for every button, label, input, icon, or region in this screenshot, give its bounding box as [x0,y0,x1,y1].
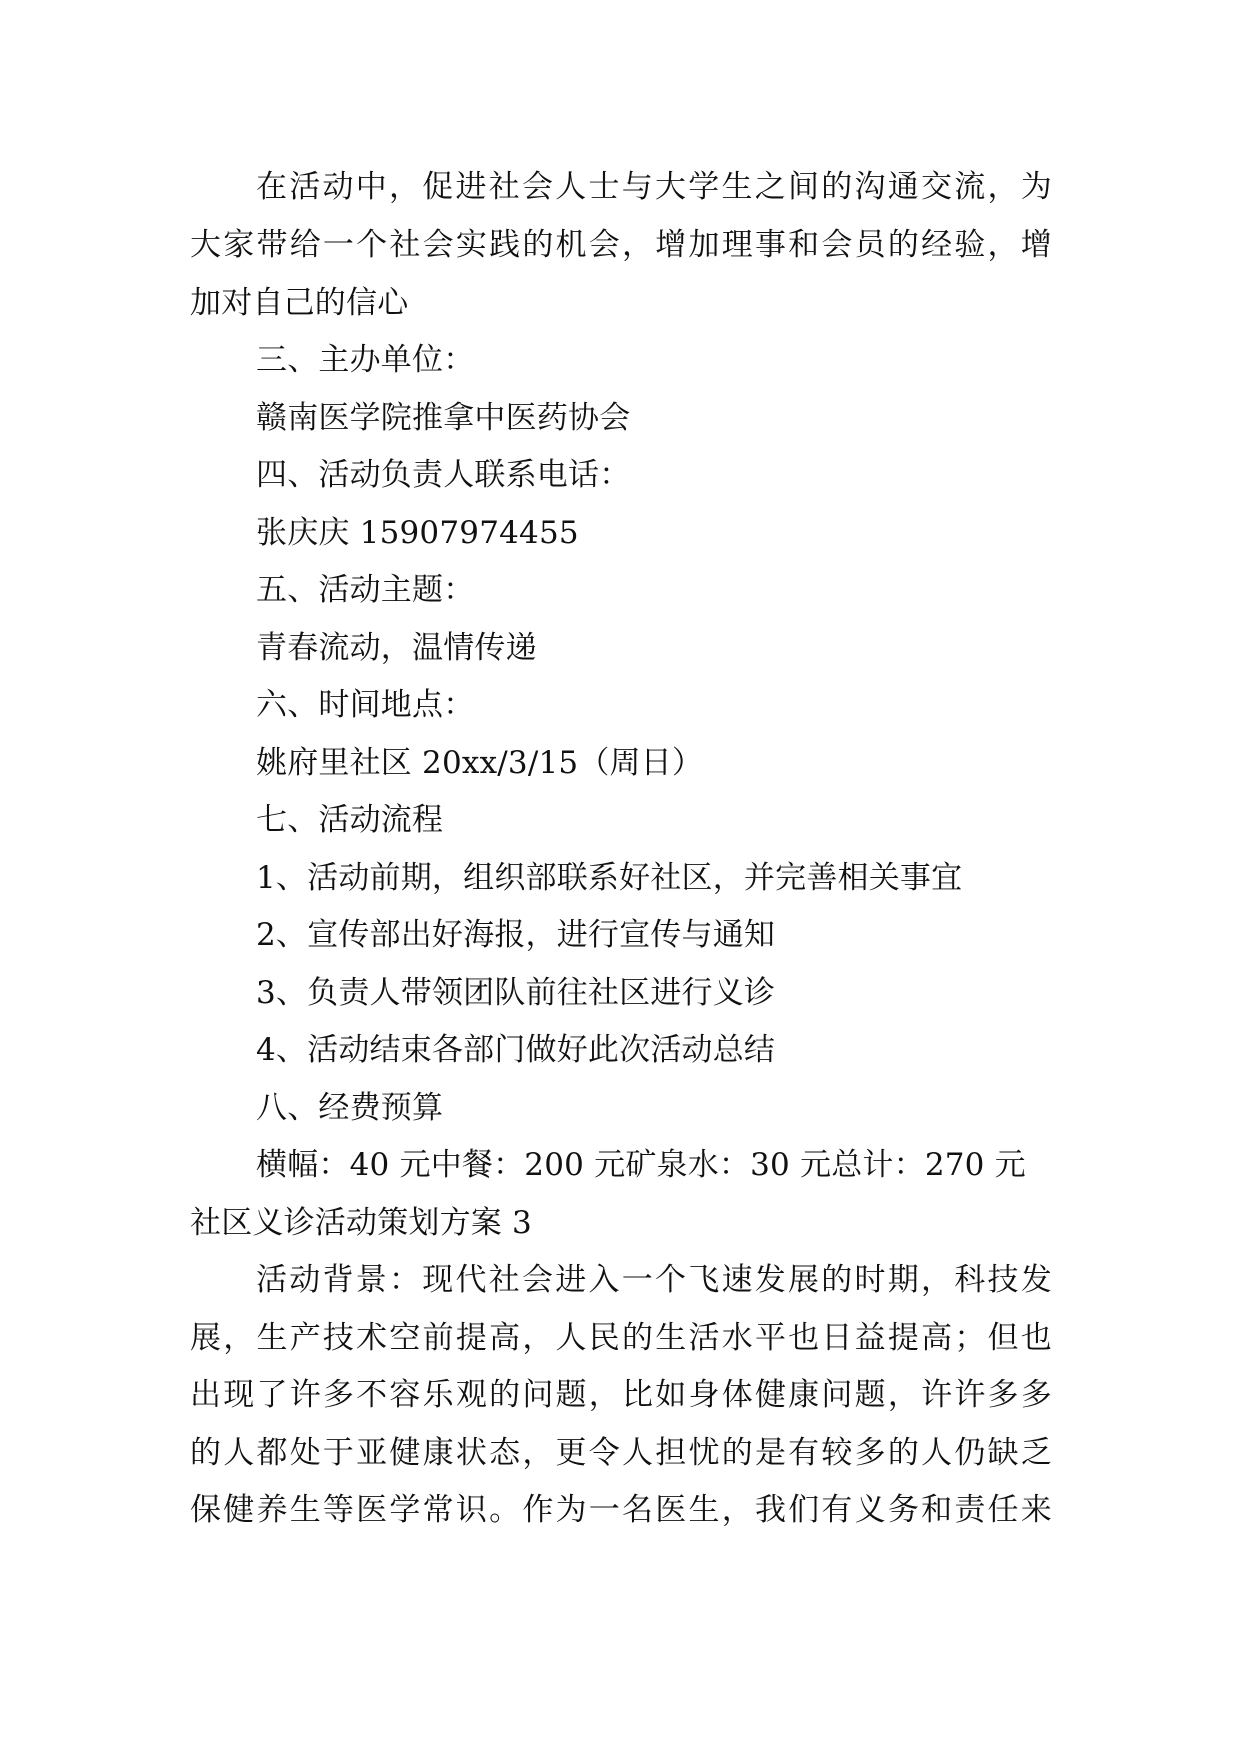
list-item: 1、活动前期，组织部联系好社区，并完善相关事宜 [256,860,963,896]
list-item: 2、宣传部出好海报，进行宣传与通知 [256,917,776,953]
list-item: 4、活动结束各部门做好此次活动总结 [256,1032,776,1068]
paragraph-line: 大家带给一个社会实践的机会，增加理事和会员的经验，增 [190,227,1052,263]
section-heading: 八、经费预算 [256,1090,444,1126]
section-heading: 三、主办单位： [256,342,475,378]
paragraph-line: 姚府里社区 20xx/3/15（周日） [256,745,704,781]
paragraph-line: 活动背景：现代社会进入一个飞速发展的时期，科技发 [256,1262,1052,1298]
paragraph-line: 赣南医学院推拿中医药协会 [256,400,631,436]
paragraph-line: 张庆庆 15907974455 [256,515,579,551]
paragraph-line: 的人都处于亚健康状态，更令人担忧的是有较多的人仍缺乏 [190,1435,1052,1471]
list-item: 3、负责人带领团队前往社区进行义诊 [256,975,776,1011]
paragraph-line: 加对自己的信心 [190,285,409,321]
paragraph-line: 保健养生等医学常识。作为一名医生，我们有义务和责任来 [190,1492,1052,1528]
paragraph-line: 展，生产技术空前提高，人民的生活水平也日益提高；但也 [190,1320,1052,1356]
section-heading: 七、活动流程 [256,802,444,838]
paragraph-line: 青春流动，温情传递 [256,630,537,666]
document-title: 社区义诊活动策划方案 3 [190,1205,532,1241]
paragraph-line: 在活动中，促进社会人士与大学生之间的沟通交流，为 [256,169,1052,205]
paragraph-line: 横幅：40 元中餐：200 元矿泉水：30 元总计：270 元 [256,1147,1026,1183]
section-heading: 六、时间地点： [256,687,475,723]
paragraph-line: 出现了许多不容乐观的问题，比如身体健康问题，许许多多 [190,1377,1052,1413]
section-heading: 四、活动负责人联系电话： [256,457,631,493]
section-heading: 五、活动主题： [256,572,475,608]
